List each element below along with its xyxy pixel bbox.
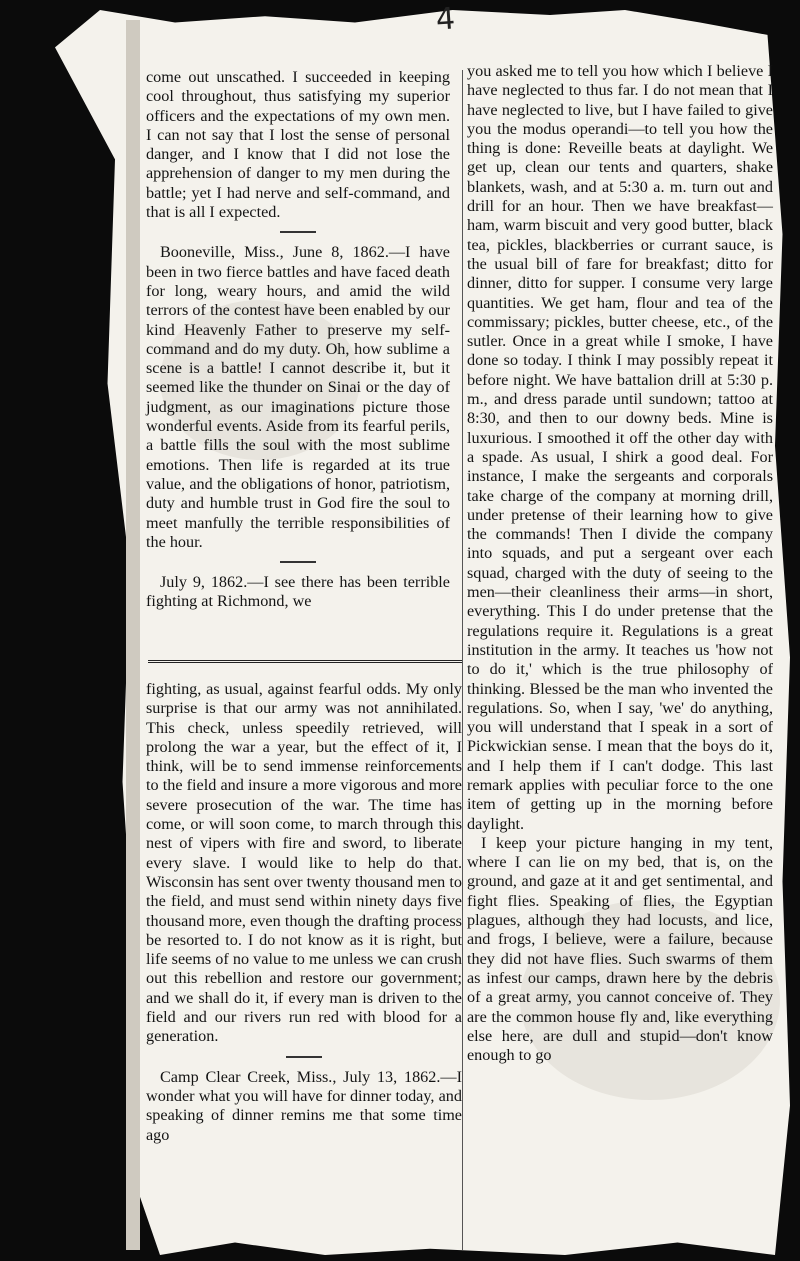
- left-column-bottom: [146, 680, 462, 1145]
- paragraph: you asked me to tell you how which I believe I have neglected to thus far. I do not mean that I have neglected to live, but I have failed to give you the modus operandi—to tell you how the thing is done: Reveille beats at daylight. We get up, clean our tents and quarters, shake blankets, wash, and at 5:30 a. m. turn out and drill for an hour. Then we have breakfast—ham, warm biscuit and very good butter, black tea, pickles, blackberries or currant sauce, is the usual bill of fare for breakfast; ditto for dinner, ditto for supper. I consume very large quantities. We get ham, flour and tea of the commissary; pickles, butter cheese, etc., of the sutler. Once in a great while I smoke, I have done so today. I think I may possibly repeat it before night. We have battalion drill at 5:30 p. m., and dress parade until sundown; tattoo at 8:30, and then to our downy beds. Mine is luxurious. I smoothed it off the other day with a spade. As usual, I shirk a good deal. For instance, I make the sergeants and corporals take charge of the company at morning drill, under pretense of their learning how to give the commands! Then I divide the company into squads, and put a sergeant over each squad, charged with the duty of seeing to the men—their cleanliness their arms—in short, everything. This I do under pretense that the regulations require it. Regulations is a great institution in the army. It teaches us 'how not to do it,' which is the true philosophy of thinking. Blessed be the man who invented the regulations. So, when I say, 'we' do anything, you will understand that I speak in a sort of Pickwickian sense. I mean that the boys do it, and I help them if I can't dodge. This last remark applies with peculiar force to the one item of getting up in the morning before daylight.: [467, 62, 773, 833]
- section-rule: [280, 561, 316, 563]
- paragraph: fighting, as usual, against fearful odds. My only surprise is that our army was not annihilated. This check, unless speedily retrieved, will prolong the war a year, but the effect of it, I think, will be to send immense reinforcements to the field and insure a more vigorous and more severe prosecution of the war. The time has come, or will soon come, to march through this nest of vipers with fire and sword, to liberate every slave. I would like to help do that. Wisconsin has sent over twenty thousand men to the field, and must send within ninety days five thousand more, even though the drafting process be resorted to. I do not know as it is right, but life seems of no value to me unless we can crush out this rebellion and restore our government; and we shall do it, if every man is driven to the field and our rivers run red with blood for a generation.: [146, 680, 462, 1046]
- paragraph: July 9, 1862.—I see there has been terrible fighting at Richmond, we: [146, 573, 450, 611]
- section-rule: [280, 231, 316, 233]
- right-column: [467, 62, 773, 1065]
- mounting-strip: [126, 20, 140, 1250]
- paragraph: come out unscathed. I succeeded in keeping cool throughout, thus satisfying my superior officers and the expectations of my own men. I can not say that I lost the sense of personal danger, and I know that I did not lose the apprehension of danger to my men during the battle; yet I had nerve and self-command, and that is all I expected.: [146, 68, 450, 222]
- clipping-border: [148, 660, 463, 673]
- column-divider: [462, 70, 463, 1250]
- paragraph: Camp Clear Creek, Miss., July 13, 1862.—I wonder what you will have for dinner today, and speaking of dinner remins me that some time ago: [146, 1067, 462, 1144]
- section-rule: [286, 1056, 322, 1058]
- left-column-top: [146, 68, 450, 612]
- handwritten-page-number: 4: [434, 1, 457, 38]
- paragraph: I keep your picture hanging in my tent, where I can lie on my bed, that is, on the ground, and gaze at it and get sentimental, and fight flies. Speaking of flies, the Egyptian plagues, although they had locusts, and lice, and frogs, I believe, were a failure, because they did not have flies. Such swarms of them as infest our camps, drawn here by the debris of a great army, you cannot conceive of. They are the common house fly and, like everything else here, are dull and stupid—don't know enough to go: [467, 833, 773, 1065]
- paragraph: Booneville, Miss., June 8, 1862.—I have been in two fierce battles and have faced death for long, weary hours, and amid the wild terrors of the contest have been enabled by our kind Heavenly Father to preserve my self-command and do my duty. Oh, how sublime a scene is a battle! I cannot describe it, but it seemed like the thunder on Sinai or the day of judgment, as our imaginations picture those wonderful events. Aside from its fearful perils, a battle fills the soul with the most sublime emotions. Then life is regarded at its true value, and the obligations of honor, patriotism, duty and humble trust in God fire the soul to meet manfully the terrible responsibilities of the hour.: [146, 243, 450, 551]
